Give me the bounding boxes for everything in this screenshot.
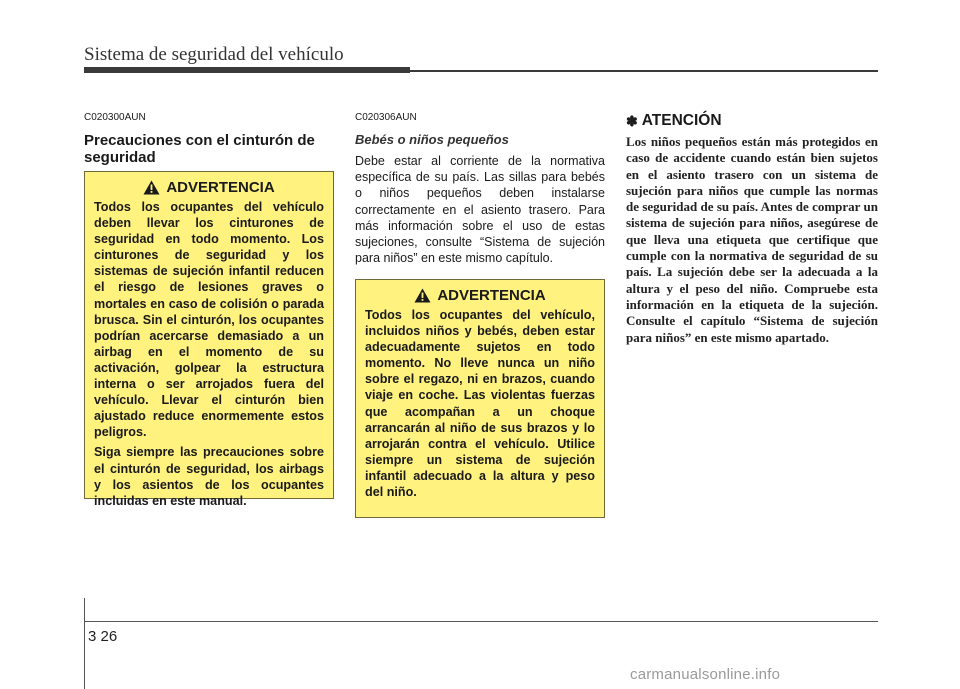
- warning-paragraph: Todos los ocupantes del vehículo deben llevar los cinturones de seguridad en todo momento. Los cinturones de seguridad y los sistemas de sujeción infantil reducen el riesgo de lesiones graves o mortales en caso de colisión o parada brusca. Sin el cinturón, los ocupantes podrían acercarse demasiado a un airbag en el momento de su activación, golpear la estructura interna o ser arrojados fuera del vehículo. Llevar el cinturón bien ajustado reduce enormemente estos peligros.: [94, 200, 324, 440]
- warning-title: ADVERTENCIA: [437, 287, 546, 304]
- warning-box-children: [355, 279, 605, 518]
- section-code: C020300AUN: [84, 112, 146, 123]
- footer-rule: [84, 621, 878, 622]
- column-seatbelt: [84, 112, 334, 166]
- section-subheading: Bebés o niños pequeños: [355, 132, 509, 147]
- warning-paragraph: Todos los ocupantes del vehículo, incluidos niños y bebés, deben estar adecuadamente sujetos en todo momento. No lleve nunca un niño sobre el regazo, ni en brazos, cuando viaje en coche. Las violentas fuerzas que acompañan a un choque arrancarán al niño de sus brazos y lo arrojarán contra el vehículo. Utilice siempre un sistema de sujeción infantil adecuado a la altura y peso del niño.: [365, 308, 595, 500]
- section-heading: Precauciones con el cinturón de seguridad: [84, 132, 315, 166]
- warning-title: ADVERTENCIA: [166, 179, 275, 196]
- page-header-title: Sistema de seguridad del vehículo: [84, 44, 344, 65]
- footer-divider: [84, 598, 85, 689]
- warning-header: [94, 179, 324, 196]
- header-rule-thin: [410, 70, 878, 72]
- watermark: carmanualsonline.info: [630, 666, 781, 683]
- asterisk-icon: ✽: [626, 112, 638, 129]
- attention-heading: [626, 112, 878, 130]
- warning-header: [365, 287, 595, 304]
- warning-triangle-icon: [143, 180, 160, 195]
- column-attention: [626, 112, 878, 346]
- attention-text: Los niños pequeños están más protegidos en caso de accidente cuando están bien sujetos en el asiento trasero con un sistema de sujeción para niños que cumple las normas de seguridad de su país. Antes de comprar un sistema de sujeción para niños, asegúrese de que lleva una etiqueta que certifique que cumple con la normativa de seguridad de su país. La sujeción debe ser la adecuada a la altura y el peso del niño. Compruebe esta información en la etiqueta de la sujeción. Consulte el capítulo “Sistema de sujeción para niños” en este mismo apartado.: [626, 134, 878, 345]
- page-number: 3 26: [88, 628, 118, 645]
- section-code: C020306AUN: [355, 112, 417, 123]
- warning-box-seatbelt: [84, 171, 334, 508]
- warning-triangle-icon: [414, 288, 431, 303]
- column-babies: [355, 112, 605, 266]
- attention-title: ATENCIÓN: [641, 112, 722, 129]
- section-body: Debe estar al corriente de la normativa específica de su país. Las sillas para bebés o niños pequeños deben instalarse correctamente en el asiento trasero. Para más información sobre el uso de estas sujeciones, consulte “Sistema de sujeción para niños” en este mismo capítulo.: [355, 154, 605, 266]
- warning-paragraph: Siga siempre las precauciones sobre el cinturón de seguridad, los airbags y los asientos de los ocupantes incluidas en este manual.: [94, 445, 324, 508]
- header-rule-thick: [84, 67, 410, 73]
